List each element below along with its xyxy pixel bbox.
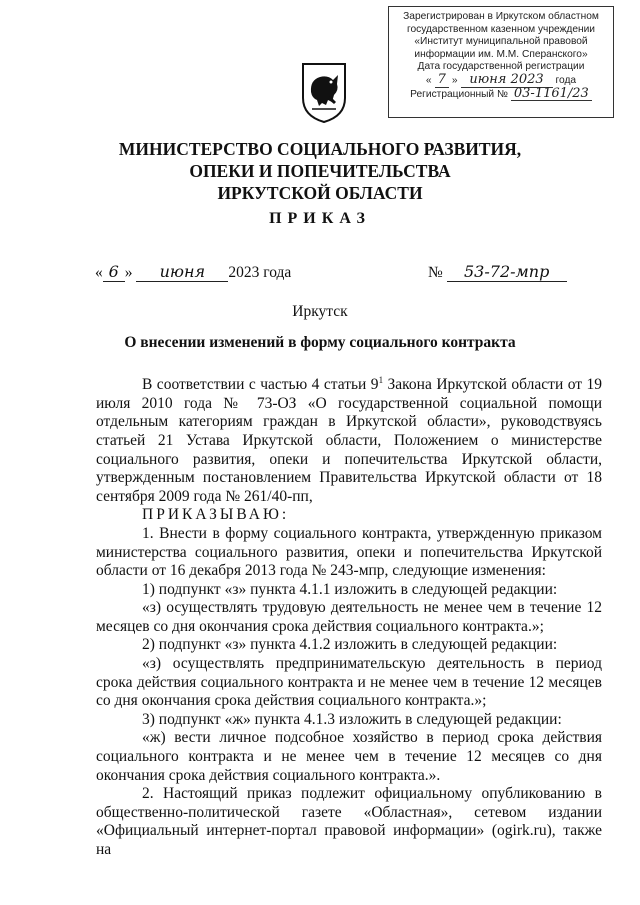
order-title: ПРИКАЗ <box>269 210 371 227</box>
preamble-text-b: Закона Иркутской области от 19 июля 2010 года № 73-ОЗ «О государственной социальной помощи отдельным категориям граждан в Иркутской области», руководствуясь статьей 21 Устава Иркутской области, Положением о министерстве социального развития, опеки и попечительства Иркутской области, утвержденным постановлением Правительства Иркутской области от 18 сентября 2009 года № 261/40-пп, <box>96 376 602 505</box>
order-number <box>428 262 567 282</box>
ministry-line-3: ИРКУТСКОЙ ОБЛАСТИ <box>217 183 423 203</box>
subitem-2-text: «з) осуществлять предпринимательскую деятельность в период срока действия социального контракта и не менее чем в течение 12 месяцев со дня окончания срока действия социального контракта.»; <box>96 655 602 710</box>
orders-word: ПРИКАЗЫВАЮ: <box>142 506 290 524</box>
subitem-1-text: «з) осуществлять трудовую деятельность не менее чем в течение 12 месяцев со дня окончания срока действия социального контракта.»; <box>96 599 602 635</box>
ministry-line-1: МИНИСТЕРСТВО СОЦИАЛЬНОГО РАЗВИТИЯ, <box>118 139 522 159</box>
subitem-3-paragraph: 3) подпункт «ж» пункта 4.1.3 изложить в следующей редакции: <box>142 710 562 728</box>
subitem-3-text: «ж) вести личное подсобное хозяйство в период срока действия социального контракта и не менее чем в течение 12 месяцев со дня окончания срока действия социального контракта.». <box>96 729 602 784</box>
order-date-day: 6 <box>103 262 125 282</box>
preamble-text-a: В соответствии с частью 4 статьи 9 <box>142 376 379 394</box>
stamp-reg-label: Регистрационный № <box>410 88 508 100</box>
order-body <box>96 371 602 860</box>
order-number-value: 53-72-мпр <box>447 262 567 282</box>
stamp-line-4: информации им. М.М. Сперанского» <box>414 48 588 60</box>
order-date-month: июня <box>136 262 228 282</box>
stamp-date-row: « 7 » июня 2023 года <box>425 71 577 87</box>
stamp-line-5: Дата государственной регистрации <box>417 61 585 73</box>
item-1-paragraph: 1. Внести в форму социального контракта, утвержденную приказом министерства социального развития, опеки и попечительства Иркутской области от 16 декабря 2013 года № 243-мпр, следующие изменения: <box>96 524 602 580</box>
stamp-reg-number: 03-1161/23 <box>511 88 592 102</box>
order-date-year: 2023 года <box>228 264 292 281</box>
order-subject: О внесении изменений в форму социального контракта <box>124 334 516 351</box>
coat-of-arms-icon <box>300 60 348 124</box>
subitem-2-paragraph: 2) подпункт «з» пункта 4.1.2 изложить в следующей редакции: <box>142 636 558 654</box>
ministry-name <box>60 138 580 204</box>
stamp-reg-row <box>393 85 609 102</box>
stamp-date-day: 7 <box>435 74 449 88</box>
stamp-line-1: Зарегистрирован в Иркутском областном <box>403 11 599 22</box>
preamble-superscript: 1 <box>378 375 384 385</box>
stamp-line-3: «Институт муниципальной правовой <box>414 36 588 48</box>
subitem-1-paragraph: 1) подпункт «з» пункта 4.1.1 изложить в следующей редакции: <box>142 580 558 598</box>
stamp-date-suffix: года <box>555 74 577 86</box>
order-number-label: № <box>428 264 443 281</box>
stamp-line-2: государственном казенном учреждении <box>406 23 595 35</box>
ministry-line-2: ОПЕКИ И ПОПЕЧИТЕЛЬСТВА <box>189 161 451 181</box>
city: Иркутск <box>292 303 348 320</box>
order-date: « 6 » июня 2023 года <box>95 262 292 281</box>
preamble-paragraph <box>96 371 602 506</box>
stamp-date-month: июня 2023 <box>461 74 553 88</box>
item-2-paragraph: 2. Настоящий приказ подлежит официальному опубликованию в общественно-политической газете «Областная», сетевом издании «Официальный интернет-портал правовой информации» (ogirk.ru), также на <box>96 785 602 858</box>
registration-stamp <box>388 6 614 118</box>
